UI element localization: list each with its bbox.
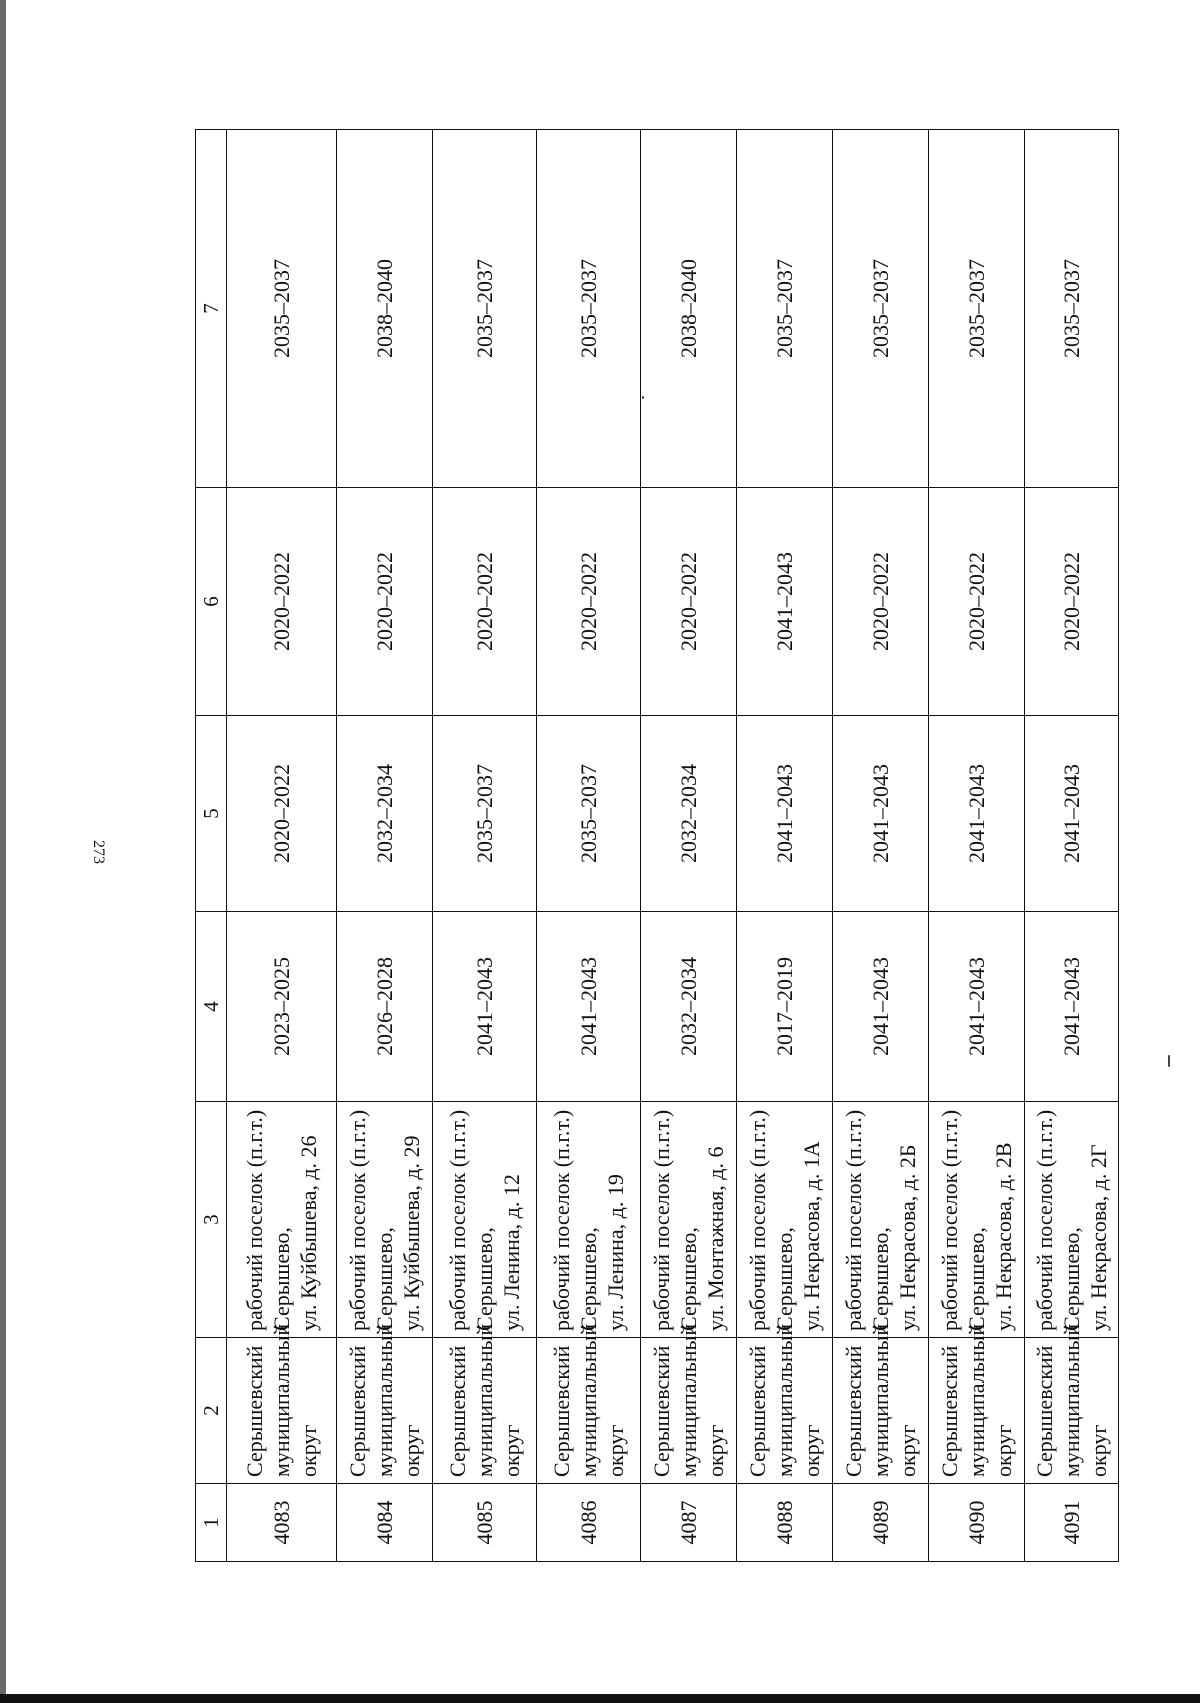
district-cell	[433, 1323, 537, 1484]
cell-line: ул. Некрасова, д. 2Б	[895, 1144, 920, 1331]
address-cell	[641, 1102, 737, 1338]
cell-line: муниципальный	[576, 1323, 601, 1477]
period-cell-4: 2041–2043	[433, 912, 537, 1102]
period-cell-4: 2041–2043	[1025, 912, 1119, 1102]
period-cell-7: 2035–2037	[737, 130, 833, 488]
cell-line: ул. Ленина, д. 19	[603, 1174, 628, 1331]
record-id-cell: 4084	[337, 1484, 433, 1562]
cell-line: округ	[799, 1424, 824, 1477]
table-row	[737, 130, 833, 1562]
scan-left-edge	[0, 0, 6, 1703]
period-cell-7: 2038–2040	[641, 130, 737, 488]
period-cell-6: 2020–2022	[929, 488, 1025, 716]
period-cell-6: 2020–2022	[833, 488, 929, 716]
cell-line: ул. Ленина, д. 12	[499, 1174, 524, 1331]
cell-line: Серышево,	[372, 1227, 397, 1331]
cell-line: ул. Куйбышева, д. 29	[399, 1135, 424, 1331]
period-cell-4: 2041–2043	[929, 912, 1025, 1102]
cell-line: округ	[1086, 1424, 1111, 1477]
housing-schedule-table	[195, 129, 1119, 1562]
period-cell-6: 2020–2022	[337, 488, 433, 716]
district-cell	[737, 1323, 833, 1484]
period-cell-7: 2038–2040	[337, 130, 433, 488]
period-cell-4: 2032–2034	[641, 912, 737, 1102]
period-cell-7: 2035–2037	[833, 130, 929, 488]
period-cell-7: 2035–2037	[227, 130, 337, 488]
period-cell-4: 2023–2025	[227, 912, 337, 1102]
record-id-cell: 4086	[537, 1484, 641, 1562]
cell-line: ул. Монтажная, д. 6	[703, 1146, 728, 1331]
cell-line: рабочий поселок (п.г.т.)	[649, 1109, 674, 1331]
address-cell	[929, 1102, 1025, 1338]
cell-line: Серышево,	[964, 1227, 989, 1331]
district-cell	[929, 1323, 1025, 1484]
cell-line: Серышевский	[242, 1345, 267, 1477]
cell-line: рабочий поселок (п.г.т.)	[345, 1109, 370, 1331]
period-cell-5: 2041–2043	[929, 716, 1025, 912]
cell-line: рабочий поселок (п.г.т.)	[242, 1109, 267, 1331]
scan-bottom-edge	[0, 1694, 1200, 1703]
scan-speck	[1168, 1055, 1170, 1067]
rotated-table-container	[195, 130, 1113, 1562]
district-cell	[641, 1323, 737, 1484]
cell-line: Серышевский	[1032, 1345, 1057, 1477]
period-cell-4: 2017–2019	[737, 912, 833, 1102]
cell-line: муниципальный	[269, 1323, 294, 1477]
period-cell-6: 2020–2022	[227, 488, 337, 716]
address-cell	[1025, 1102, 1119, 1338]
cell-line: муниципальный	[772, 1323, 797, 1477]
cell-line: Серышевский	[549, 1345, 574, 1477]
period-cell-6: 2041–2043	[737, 488, 833, 716]
cell-line: Серышевский	[937, 1345, 962, 1477]
period-cell-4: 2041–2043	[833, 912, 929, 1102]
cell-line: округ	[991, 1424, 1016, 1477]
cell-line: муниципальный	[676, 1323, 701, 1477]
header-row	[196, 130, 227, 1562]
record-id-cell: 4088	[737, 1484, 833, 1562]
period-cell-5: 2032–2034	[337, 716, 433, 912]
period-cell-5: 2020–2022	[227, 716, 337, 912]
period-cell-4: 2026–2028	[337, 912, 433, 1102]
period-cell-6: 2020–2022	[641, 488, 737, 716]
period-cell-5: 2041–2043	[1025, 716, 1119, 912]
cell-line: округ	[603, 1424, 628, 1477]
cell-line: Серышевский	[345, 1345, 370, 1477]
cell-line: ул. Куйбышева, д. 26	[296, 1135, 321, 1331]
cell-line: ул. Некрасова, д. 2В	[991, 1142, 1016, 1331]
period-cell-6: 2020–2022	[537, 488, 641, 716]
record-id-cell: 4083	[227, 1484, 337, 1562]
cell-line: муниципальный	[868, 1323, 893, 1477]
cell-line: рабочий поселок (п.г.т.)	[841, 1109, 866, 1331]
table-row	[433, 130, 537, 1562]
column-header: 4	[196, 912, 227, 1102]
table-row	[1025, 130, 1119, 1562]
page-number: 273	[90, 840, 107, 864]
address-cell	[737, 1102, 833, 1338]
table-row	[833, 130, 929, 1562]
cell-line: ул. Некрасова, д. 1А	[799, 1141, 824, 1331]
record-id-cell: 4085	[433, 1484, 537, 1562]
address-cell	[337, 1102, 433, 1338]
cell-line: округ	[703, 1424, 728, 1477]
period-cell-7: 2035–2037	[537, 130, 641, 488]
period-cell-7: 2035–2037	[433, 130, 537, 488]
cell-line: Серышево,	[576, 1227, 601, 1331]
district-cell	[337, 1323, 433, 1484]
cell-line: Серышево,	[868, 1227, 893, 1331]
cell-line: ул. Некрасова, д. 2Г	[1086, 1144, 1111, 1331]
column-header: 3	[196, 1102, 227, 1338]
cell-line: округ	[895, 1424, 920, 1477]
cell-line: Серышевский	[649, 1345, 674, 1477]
period-cell-6: 2020–2022	[433, 488, 537, 716]
cell-line: округ	[499, 1424, 524, 1477]
cell-line: рабочий поселок (п.г.т.)	[937, 1109, 962, 1331]
record-id-cell: 4087	[641, 1484, 737, 1562]
cell-line: Серышевский	[745, 1345, 770, 1477]
cell-line: округ	[399, 1424, 424, 1477]
district-cell	[1025, 1323, 1119, 1484]
district-cell	[537, 1323, 641, 1484]
district-cell	[227, 1323, 337, 1484]
cell-line: Серышево,	[269, 1227, 294, 1331]
address-cell	[433, 1102, 537, 1338]
period-cell-5: 2041–2043	[737, 716, 833, 912]
column-header: 6	[196, 488, 227, 716]
address-cell	[833, 1102, 929, 1338]
cell-line: рабочий поселок (п.г.т.)	[445, 1109, 470, 1331]
table-row	[337, 130, 433, 1562]
cell-line: рабочий поселок (п.г.т.)	[549, 1109, 574, 1331]
period-cell-6: 2020–2022	[1025, 488, 1119, 716]
period-cell-7: 2035–2037	[929, 130, 1025, 488]
cell-line: Серышево,	[1059, 1227, 1084, 1331]
cell-line: Серышево,	[676, 1227, 701, 1331]
period-cell-5: 2032–2034	[641, 716, 737, 912]
cell-line: муниципальный	[472, 1323, 497, 1477]
record-id-cell: 4090	[929, 1484, 1025, 1562]
column-header: 1	[196, 1484, 227, 1562]
table-row	[537, 130, 641, 1562]
cell-line: рабочий поселок (п.г.т.)	[1032, 1109, 1057, 1331]
cell-line: Серышево,	[772, 1227, 797, 1331]
table-row	[929, 130, 1025, 1562]
cell-line: муниципальный	[1059, 1323, 1084, 1477]
column-header: 7	[196, 130, 227, 488]
table-row	[641, 130, 737, 1562]
period-cell-5: 2041–2043	[833, 716, 929, 912]
cell-line: Серышево,	[472, 1227, 497, 1331]
table-row	[227, 130, 337, 1562]
column-header: 5	[196, 716, 227, 912]
record-id-cell: 4091	[1025, 1484, 1119, 1562]
period-cell-5: 2035–2037	[537, 716, 641, 912]
period-cell-5: 2035–2037	[433, 716, 537, 912]
cell-line: Серышевский	[445, 1345, 470, 1477]
record-id-cell: 4089	[833, 1484, 929, 1562]
address-cell	[537, 1102, 641, 1338]
address-cell	[227, 1102, 337, 1338]
column-header: 2	[196, 1338, 227, 1484]
period-cell-7: 2035–2037	[1025, 130, 1119, 488]
cell-line: Серышевский	[841, 1345, 866, 1477]
period-cell-4: 2041–2043	[537, 912, 641, 1102]
cell-line: округ	[296, 1424, 321, 1477]
cell-line: муниципальный	[372, 1323, 397, 1477]
cell-line: муниципальный	[964, 1323, 989, 1477]
cell-line: рабочий поселок (п.г.т.)	[745, 1109, 770, 1331]
district-cell	[833, 1323, 929, 1484]
